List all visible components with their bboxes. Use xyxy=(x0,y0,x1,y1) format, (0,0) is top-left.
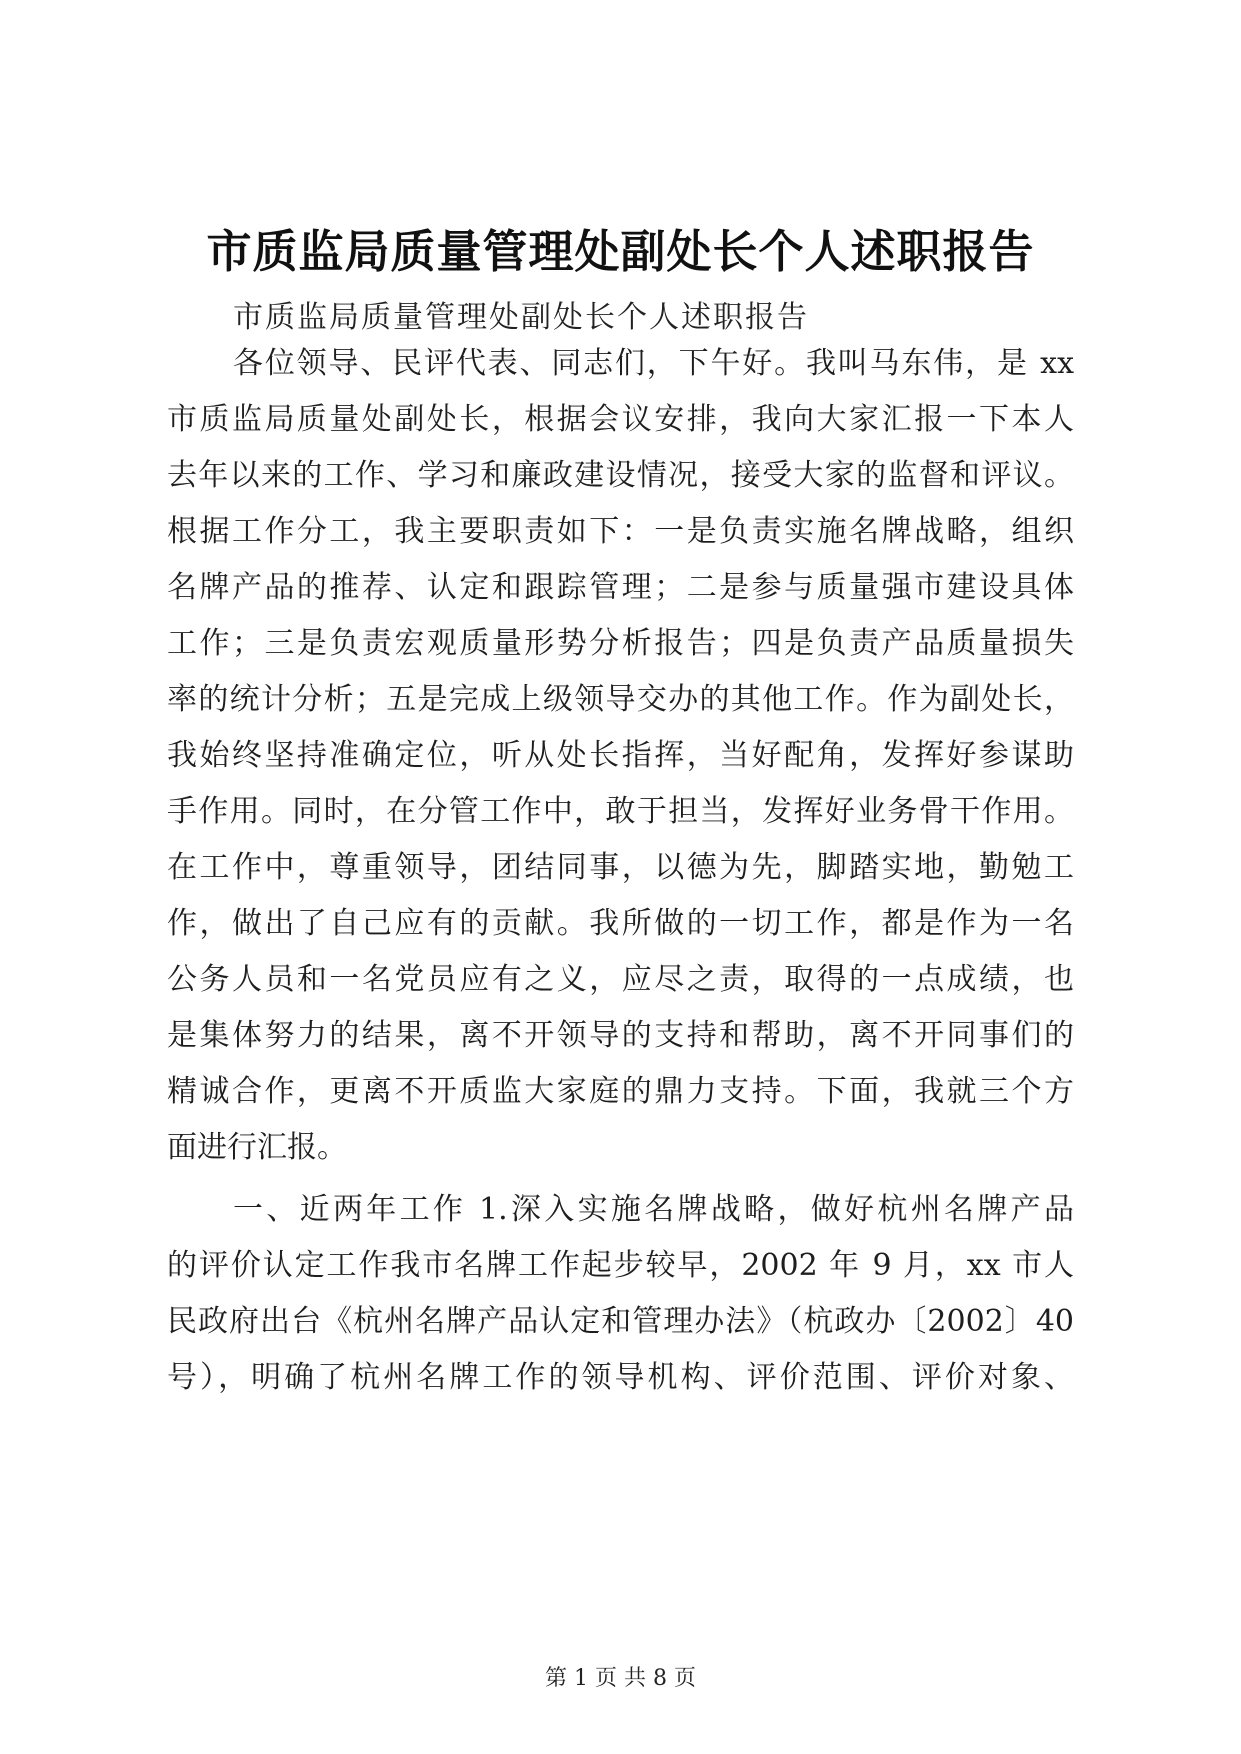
paragraph-line: 去年以来的工作、学习和廉政建设情况，接受大家的监督和评议。 xyxy=(167,458,1074,493)
document-title: 市质监局质量管理处副处长个人述职报告 xyxy=(206,225,1035,278)
paragraph-line: 手作用。同时，在分管工作中，敢于担当，发挥好业务骨干作用。 xyxy=(167,794,1074,829)
paragraph-line: 市质监局质量处副处长，根据会议安排，我向大家汇报一下本人 xyxy=(167,402,1074,437)
paragraph-line: 的评价认定工作我市名牌工作起步较早，2002 年 9 月，xx 市人 xyxy=(167,1248,1074,1283)
paragraph-line: 公务人员和一名党员应有之义，应尽之责，取得的一点成绩，也 xyxy=(167,962,1074,997)
document-subtitle: 市质监局质量管理处副处长个人述职报告 xyxy=(233,300,809,335)
paragraph-line: 在工作中，尊重领导，团结同事，以德为先，脚踏实地，勤勉工 xyxy=(167,850,1074,885)
paragraph-line: 一、近两年工作 1.深入实施名牌战略，做好杭州名牌产品 xyxy=(233,1192,1074,1227)
paragraph-line: 号），明确了杭州名牌工作的领导机构、评价范围、评价对象、 xyxy=(167,1360,1074,1395)
paragraph-line: 我始终坚持准确定位，听从处长指挥，当好配角，发挥好参谋助 xyxy=(167,738,1074,773)
paragraph-line: 率的统计分析；五是完成上级领导交办的其他工作。作为副处长， xyxy=(167,682,1074,717)
paragraph-line: 名牌产品的推荐、认定和跟踪管理；二是参与质量强市建设具体 xyxy=(167,570,1074,605)
paragraph-line: 精诚合作，更离不开质监大家庭的鼎力支持。下面，我就三个方 xyxy=(167,1074,1074,1109)
paragraph-line: 面进行汇报。 xyxy=(167,1130,347,1165)
paragraph-line: 民政府出台《杭州名牌产品认定和管理办法》（杭政办〔2002〕40 xyxy=(167,1304,1074,1339)
page-number: 第 1 页 共 8 页 xyxy=(545,1666,696,1691)
paragraph-line: 各位领导、民评代表、同志们，下午好。我叫马东伟，是 xx xyxy=(233,346,1074,381)
paragraph-line: 根据工作分工，我主要职责如下：一是负责实施名牌战略，组织 xyxy=(167,514,1074,549)
paragraph-line: 作，做出了自己应有的贡献。我所做的一切工作，都是作为一名 xyxy=(167,906,1074,941)
paragraph-line: 工作；三是负责宏观质量形势分析报告；四是负责产品质量损失 xyxy=(167,626,1074,661)
paragraph-line: 是集体努力的结果，离不开领导的支持和帮助，离不开同事们的 xyxy=(167,1018,1074,1053)
